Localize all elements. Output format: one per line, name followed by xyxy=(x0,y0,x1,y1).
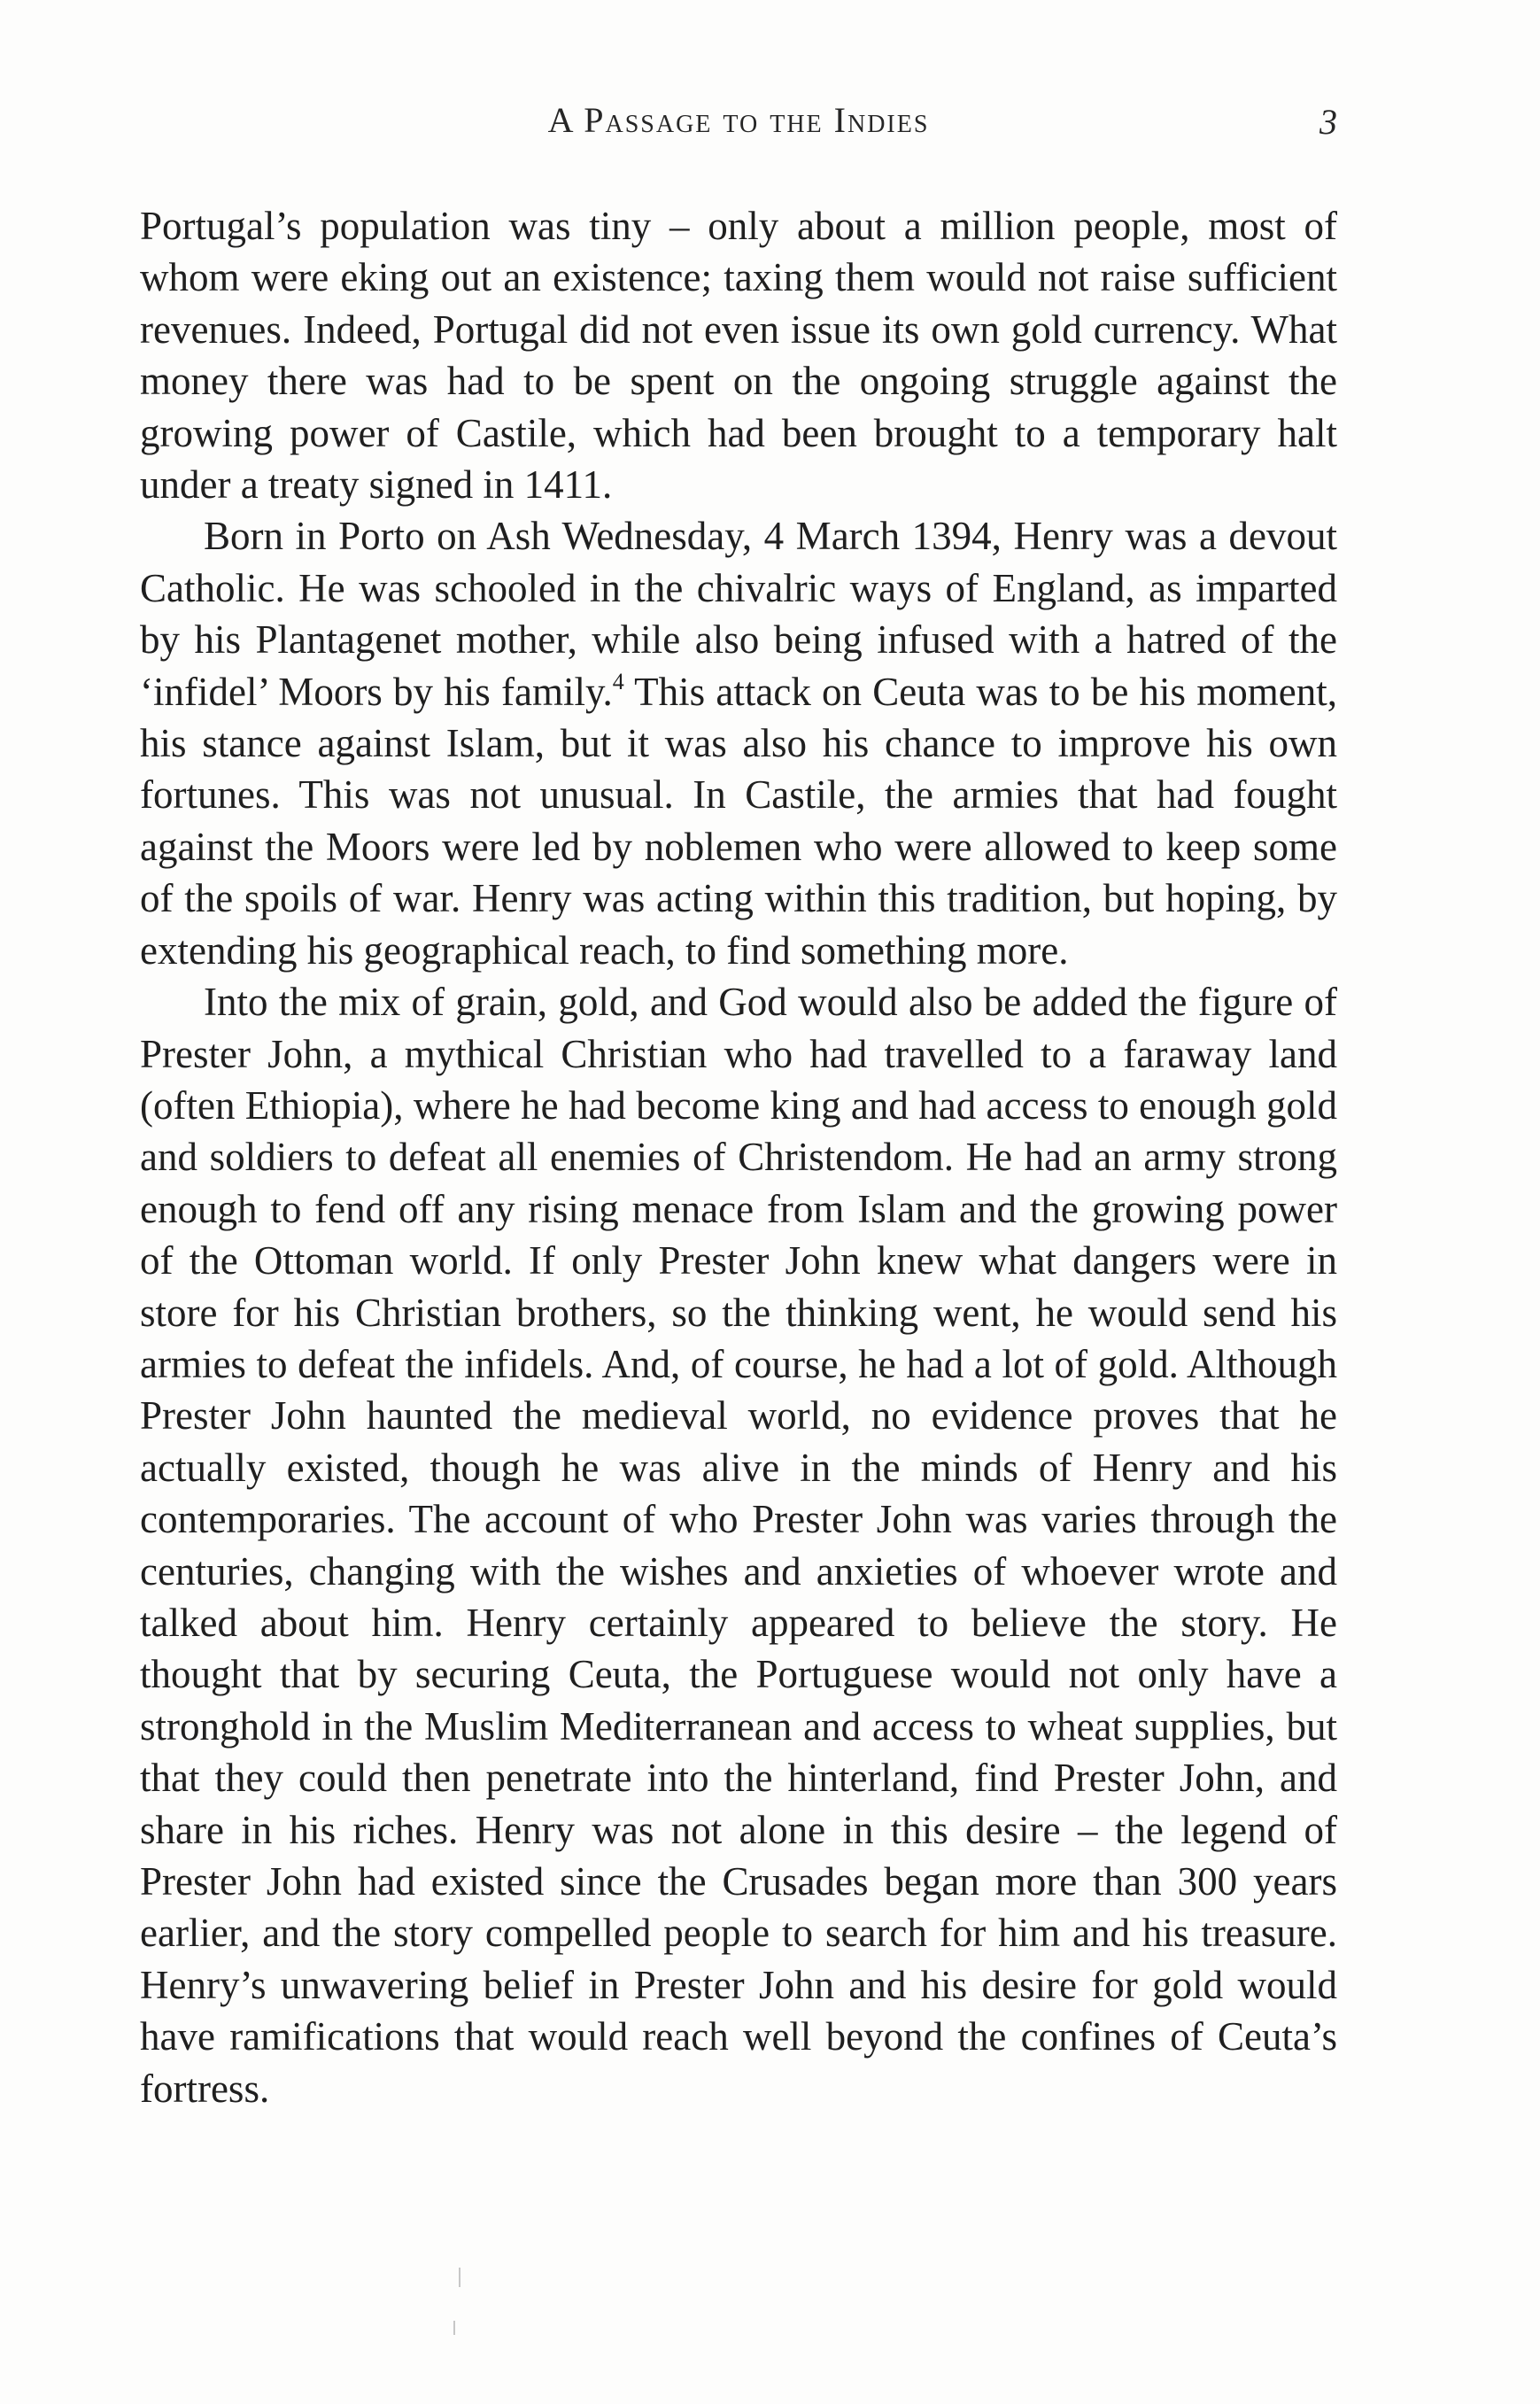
paragraph-3: Into the mix of grain, gold, and God would also be added the figure of Prester John, a mythical Christian who had travelled to a faraway land (often Ethiopia), where he had become king and had access to enough gold and soldiers to defeat all enemies of Christendom. He had an army strong enough to fend off any rising menace from Islam and the growing power of the Ottoman world. If only Prester John knew what dangers were in store for his Christian brothers, so the thinking went, he would send his armies to defeat the infidels. And, of course, he had a lot of gold. Although Prester John haunted the medieval world, no evidence proves that he actually existed, though he was alive in the minds of Henry and his contemporaries. The account of who Prester John was varies through the centuries, changing with the wishes and anxieties of whoever wrote and talked about him. Henry certainly appeared to believe the story. He thought that by securing Ceuta, the Portuguese would not only have a stronghold in the Muslim Mediterranean and access to wheat supplies, but that they could then penetrate into the hinterland, find Prester John, and share in his riches. Henry was not alone in this desire – the legend of Prester John had existed since the Crusades began more than 300 years earlier, and the story compelled people to search for him and his treasure. Henry’s unwavering belief in Prester John and his desire for gold would have ramifications that would reach well beyond the confines of Ceuta’s fortress. xyxy=(140,980,1337,2111)
paragraph-1: Portugal’s population was tiny – only about a million people, most of whom were eking out an existence; taxing them would not raise sufficient revenues. Indeed, Portugal did not even issue its own gold currency. What money there was had to be spent on the ongoing struggle against the growing power of Castile, which had been brought to a temporary halt under a treaty signed in 1411. xyxy=(140,204,1337,508)
running-title: A Passage to the Indies xyxy=(547,100,930,140)
scan-mark xyxy=(459,2268,460,2287)
page-number: 3 xyxy=(1319,102,1337,142)
scan-mark xyxy=(453,2321,455,2335)
body-text xyxy=(140,200,1337,2114)
footnote-reference[interactable]: 4 xyxy=(612,668,624,694)
paragraph-2-text-end: This attack on Ceuta was to be his moment, his stance against Islam, but it was also his chance to improve his own fortunes. This was not unusual. In Castile, the armies that had fought against the Moors were led by noblemen who were allowed to keep some of the spoils of war. Henry was acting within this tradition, but hoping, by extending his geographical reach, to find something more. xyxy=(140,669,1337,973)
running-head xyxy=(140,99,1337,152)
paragraph-2 xyxy=(140,510,1337,976)
paragraph-2-text-start: Born in Porto on Ash Wednesday, 4 March 1394, Henry was a devout Catholic. He was schooled in the chivalric ways of England, as imparted by his Plantagenet mother, while also being infused with a hatred of the ‘infidel’ Moors by his family. xyxy=(140,514,1337,714)
